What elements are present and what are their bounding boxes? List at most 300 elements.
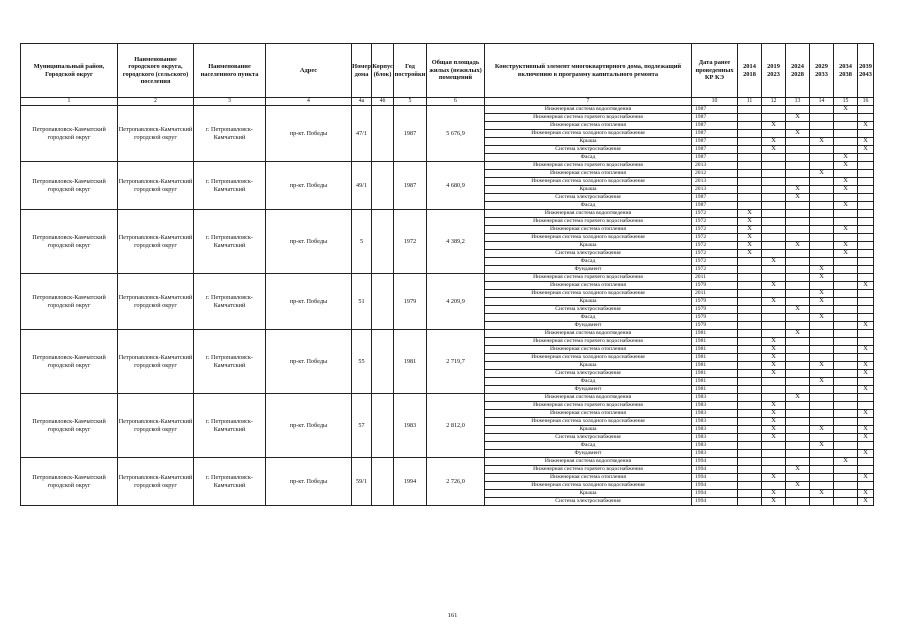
column-number-row [21, 98, 874, 106]
period-cell [786, 434, 810, 442]
column-number: 4 [266, 98, 352, 106]
district-cell: Петропавловск-Камчатский городской округ [21, 394, 118, 458]
period-cell [738, 490, 762, 498]
period-cell [738, 346, 762, 354]
period-cell [762, 274, 786, 282]
element-name-cell: Фасад [485, 258, 692, 266]
period-cell [834, 418, 858, 426]
period-cell [810, 130, 834, 138]
area-cell: 4 209,9 [427, 274, 485, 330]
repair-date-cell: 2011 [692, 274, 738, 282]
period-cell [786, 362, 810, 370]
period-cell [762, 330, 786, 338]
period-cell [834, 402, 858, 410]
element-name-cell: Фундамент [485, 386, 692, 394]
period-cell [834, 194, 858, 202]
repair-date-cell: 1987 [692, 154, 738, 162]
column-header: 2024 2028 [786, 44, 810, 98]
period-cell [858, 170, 874, 178]
period-cell [810, 466, 834, 474]
period-cell [762, 186, 786, 194]
address-cell: пр-кт. Победы [266, 394, 352, 458]
period-cell [738, 306, 762, 314]
repair-date-cell: 1983 [692, 394, 738, 402]
period-cell [858, 330, 874, 338]
period-cell [738, 402, 762, 410]
repair-date-cell: 1981 [692, 386, 738, 394]
period-cell [834, 410, 858, 418]
period-cell [834, 386, 858, 394]
period-cell [762, 482, 786, 490]
period-cell [738, 282, 762, 290]
block-cell [372, 106, 394, 162]
period-cell [858, 186, 874, 194]
period-cell: X [858, 322, 874, 330]
period-cell [738, 106, 762, 114]
repair-date-cell: 1994 [692, 458, 738, 466]
table-row [21, 330, 874, 338]
period-cell [810, 218, 834, 226]
period-cell [786, 122, 810, 130]
area-cell: 2 726,0 [427, 458, 485, 506]
period-cell: X [762, 258, 786, 266]
period-cell [738, 114, 762, 122]
period-cell [810, 434, 834, 442]
element-name-cell: Инженерная система холодного водоснабжения [485, 130, 692, 138]
period-cell [834, 354, 858, 362]
period-cell [858, 442, 874, 450]
period-cell [834, 466, 858, 474]
period-cell: X [858, 138, 874, 146]
period-cell [810, 482, 834, 490]
element-name-cell: Фундамент [485, 266, 692, 274]
period-cell [738, 330, 762, 338]
element-name-cell: Инженерная система горячего водоснабжения [485, 162, 692, 170]
period-cell [786, 450, 810, 458]
repair-date-cell: 1994 [692, 474, 738, 482]
period-cell [810, 306, 834, 314]
period-cell [810, 394, 834, 402]
element-name-cell: Инженерная система отопления [485, 346, 692, 354]
element-name-cell: Крыша [485, 242, 692, 250]
period-cell [834, 234, 858, 242]
column-header: Год постройки [394, 44, 427, 98]
period-cell [858, 298, 874, 306]
period-cell [738, 146, 762, 154]
element-name-cell: Система электроснабжения [485, 250, 692, 258]
period-cell [738, 362, 762, 370]
period-cell [738, 162, 762, 170]
settlement-cell: Петропавловск-Камчатский городской округ [118, 394, 194, 458]
period-cell: X [810, 314, 834, 322]
build-year-cell: 1983 [394, 394, 427, 458]
period-cell [810, 162, 834, 170]
period-cell: X [762, 498, 786, 506]
element-name-cell: Инженерная система водоотведения [485, 330, 692, 338]
repair-date-cell: 1979 [692, 282, 738, 290]
period-cell: X [786, 466, 810, 474]
period-cell [834, 210, 858, 218]
period-cell [786, 138, 810, 146]
repair-date-cell: 1972 [692, 258, 738, 266]
repair-date-cell: 1987 [692, 138, 738, 146]
period-cell: X [858, 386, 874, 394]
period-cell [834, 114, 858, 122]
repair-date-cell: 1983 [692, 418, 738, 426]
house-number-cell: 5 [352, 210, 372, 274]
period-cell [762, 314, 786, 322]
period-cell [786, 170, 810, 178]
column-number: 12 [762, 98, 786, 106]
repair-date-cell: 1994 [692, 490, 738, 498]
element-name-cell: Инженерная система холодного водоснабжения [485, 290, 692, 298]
period-cell [762, 218, 786, 226]
period-cell: X [810, 298, 834, 306]
period-cell [738, 378, 762, 386]
period-cell [786, 202, 810, 210]
period-cell [810, 114, 834, 122]
address-cell: пр-кт. Победы [266, 458, 352, 506]
period-cell: X [762, 338, 786, 346]
period-cell [834, 442, 858, 450]
element-name-cell: Инженерная система отопления [485, 410, 692, 418]
period-cell [858, 242, 874, 250]
period-cell: X [858, 362, 874, 370]
repair-date-cell: 1983 [692, 402, 738, 410]
period-cell [810, 370, 834, 378]
period-cell [786, 498, 810, 506]
element-name-cell: Крыша [485, 298, 692, 306]
repair-date-cell: 1981 [692, 346, 738, 354]
period-cell [786, 146, 810, 154]
column-header: Муниципальный район, Городской округ [21, 44, 118, 98]
repair-date-cell: 1983 [692, 450, 738, 458]
element-name-cell: Крыша [485, 362, 692, 370]
period-cell [858, 234, 874, 242]
period-cell: X [738, 226, 762, 234]
period-cell [786, 282, 810, 290]
period-cell: X [762, 490, 786, 498]
element-name-cell: Инженерная система горячего водоснабжения [485, 466, 692, 474]
element-name-cell: Инженерная система горячего водоснабжения [485, 338, 692, 346]
element-name-cell: Инженерная система водоотведения [485, 394, 692, 402]
period-cell [738, 370, 762, 378]
period-cell: X [858, 346, 874, 354]
period-cell [786, 426, 810, 434]
period-cell [810, 450, 834, 458]
period-cell [858, 218, 874, 226]
element-name-cell: Инженерная система отопления [485, 474, 692, 482]
element-name-cell: Инженерная система горячего водоснабжения [485, 402, 692, 410]
period-cell: X [834, 178, 858, 186]
repair-date-cell: 2011 [692, 290, 738, 298]
build-year-cell: 1994 [394, 458, 427, 506]
period-cell: X [762, 410, 786, 418]
period-cell [858, 482, 874, 490]
element-name-cell: Инженерная система отопления [485, 282, 692, 290]
build-year-cell: 1987 [394, 162, 427, 210]
element-name-cell: Система электроснабжения [485, 146, 692, 154]
period-cell [810, 338, 834, 346]
period-cell: X [762, 298, 786, 306]
column-header: 2029 2033 [810, 44, 834, 98]
capital-repair-table [20, 43, 874, 506]
period-cell [810, 418, 834, 426]
period-cell [738, 418, 762, 426]
period-cell [858, 418, 874, 426]
period-cell [858, 458, 874, 466]
period-cell [786, 322, 810, 330]
period-cell: X [786, 306, 810, 314]
area-cell: 5 676,9 [427, 106, 485, 162]
period-cell [858, 106, 874, 114]
column-number: 11 [738, 98, 762, 106]
period-cell: X [810, 426, 834, 434]
period-cell [858, 130, 874, 138]
period-cell [810, 258, 834, 266]
period-cell [858, 114, 874, 122]
repair-date-cell: 2013 [692, 186, 738, 194]
period-cell [738, 154, 762, 162]
period-cell: X [738, 242, 762, 250]
period-cell: X [810, 138, 834, 146]
column-number: 7 [485, 98, 692, 106]
period-cell: X [858, 410, 874, 418]
period-cell [810, 186, 834, 194]
element-name-cell: Фундамент [485, 450, 692, 458]
element-name-cell: Инженерная система отопления [485, 122, 692, 130]
period-cell [762, 242, 786, 250]
repair-date-cell: 1981 [692, 370, 738, 378]
period-cell: X [858, 146, 874, 154]
address-cell: пр-кт. Победы [266, 210, 352, 274]
period-cell: X [834, 154, 858, 162]
period-cell [810, 474, 834, 482]
period-cell: X [834, 250, 858, 258]
period-cell [762, 234, 786, 242]
element-name-cell: Инженерная система горячего водоснабжения [485, 274, 692, 282]
area-cell: 2 719,7 [427, 330, 485, 394]
period-cell [786, 250, 810, 258]
column-number: 6 [427, 98, 485, 106]
period-cell: X [834, 242, 858, 250]
period-cell [834, 378, 858, 386]
repair-date-cell: 1983 [692, 434, 738, 442]
repair-date-cell: 1981 [692, 362, 738, 370]
table-row [21, 458, 874, 466]
area-cell: 2 812,0 [427, 394, 485, 458]
period-cell: X [762, 146, 786, 154]
period-cell [762, 202, 786, 210]
locality-cell: г. Петропавловск-Камчатский [194, 210, 266, 274]
period-cell [786, 378, 810, 386]
element-name-cell: Инженерная система отопления [485, 226, 692, 234]
period-cell: X [762, 282, 786, 290]
period-cell [834, 434, 858, 442]
address-cell: пр-кт. Победы [266, 274, 352, 330]
period-cell [786, 410, 810, 418]
period-cell [858, 258, 874, 266]
period-cell [810, 498, 834, 506]
column-number: 2 [118, 98, 194, 106]
district-cell: Петропавловск-Камчатский городской округ [21, 458, 118, 506]
period-cell [786, 226, 810, 234]
period-cell [834, 482, 858, 490]
period-cell [834, 306, 858, 314]
period-cell [858, 154, 874, 162]
period-cell [834, 146, 858, 154]
element-name-cell: Фасад [485, 378, 692, 386]
period-cell: X [810, 490, 834, 498]
period-cell [786, 386, 810, 394]
period-cell [738, 498, 762, 506]
repair-date-cell: 1983 [692, 410, 738, 418]
settlement-cell: Петропавловск-Камчатский городской округ [118, 106, 194, 162]
period-cell: X [834, 202, 858, 210]
period-cell [786, 106, 810, 114]
period-cell [858, 290, 874, 298]
district-cell: Петропавловск-Камчатский городской округ [21, 162, 118, 210]
repair-date-cell: 1972 [692, 266, 738, 274]
period-cell [810, 250, 834, 258]
build-year-cell: 1972 [394, 210, 427, 274]
block-cell [372, 210, 394, 274]
period-cell [738, 386, 762, 394]
element-name-cell: Фасад [485, 202, 692, 210]
period-cell [762, 210, 786, 218]
address-cell: пр-кт. Победы [266, 330, 352, 394]
period-cell [738, 170, 762, 178]
element-name-cell: Система электроснабжения [485, 306, 692, 314]
period-cell [786, 354, 810, 362]
repair-date-cell: 1972 [692, 226, 738, 234]
period-cell [810, 322, 834, 330]
period-cell: X [858, 498, 874, 506]
repair-date-cell: 1972 [692, 250, 738, 258]
period-cell [738, 258, 762, 266]
period-cell [762, 442, 786, 450]
block-cell [372, 394, 394, 458]
period-cell [762, 154, 786, 162]
period-cell: X [762, 426, 786, 434]
period-cell: X [738, 250, 762, 258]
period-cell [738, 450, 762, 458]
period-cell: X [786, 242, 810, 250]
repair-date-cell: 1987 [692, 122, 738, 130]
period-cell [762, 306, 786, 314]
period-cell [762, 266, 786, 274]
period-cell: X [762, 138, 786, 146]
address-cell: пр-кт. Победы [266, 106, 352, 162]
element-name-cell: Система электроснабжения [485, 434, 692, 442]
period-cell: X [810, 290, 834, 298]
repair-date-cell: 1987 [692, 146, 738, 154]
period-cell: X [858, 450, 874, 458]
period-cell [786, 490, 810, 498]
locality-cell: г. Петропавловск-Камчатский [194, 394, 266, 458]
column-number: 4а [352, 98, 372, 106]
repair-date-cell: 1972 [692, 242, 738, 250]
column-number: 1 [21, 98, 118, 106]
house-number-cell: 49/1 [352, 162, 372, 210]
column-header: 2039 2043 [858, 44, 874, 98]
period-cell: X [786, 130, 810, 138]
repair-date-cell: 1987 [692, 106, 738, 114]
period-cell [834, 490, 858, 498]
repair-date-cell: 1994 [692, 498, 738, 506]
period-cell: X [858, 370, 874, 378]
period-cell [762, 378, 786, 386]
period-cell: X [858, 474, 874, 482]
period-cell: X [738, 218, 762, 226]
period-cell: X [762, 354, 786, 362]
period-cell [762, 394, 786, 402]
element-name-cell: Система электроснабжения [485, 498, 692, 506]
period-cell [786, 314, 810, 322]
period-cell [834, 274, 858, 282]
period-cell [786, 266, 810, 274]
house-number-cell: 55 [352, 330, 372, 394]
period-cell [738, 410, 762, 418]
period-cell [786, 418, 810, 426]
period-cell [834, 130, 858, 138]
period-cell [810, 122, 834, 130]
period-cell [738, 202, 762, 210]
column-header: Корпус (блок) [372, 44, 394, 98]
period-cell [738, 442, 762, 450]
repair-date-cell: 2013 [692, 162, 738, 170]
period-cell [786, 162, 810, 170]
period-cell [786, 338, 810, 346]
period-cell [738, 266, 762, 274]
period-cell: X [858, 434, 874, 442]
period-cell [786, 274, 810, 282]
period-cell [834, 322, 858, 330]
period-cell [810, 386, 834, 394]
period-cell [834, 338, 858, 346]
column-header: 2019 2023 [762, 44, 786, 98]
period-cell: X [762, 370, 786, 378]
period-cell [786, 458, 810, 466]
repair-date-cell: 1979 [692, 322, 738, 330]
period-cell [810, 202, 834, 210]
period-cell [834, 362, 858, 370]
period-cell [834, 290, 858, 298]
district-cell: Петропавловск-Камчатский городской округ [21, 106, 118, 162]
repair-date-cell: 1972 [692, 218, 738, 226]
period-cell [786, 178, 810, 186]
table-row [21, 162, 874, 170]
period-cell [786, 218, 810, 226]
column-number: 13 [786, 98, 810, 106]
period-cell [738, 122, 762, 130]
column-header: Наименование городского округа, городского (сельского) поселения [118, 44, 194, 98]
build-year-cell: 1987 [394, 106, 427, 162]
period-cell: X [834, 106, 858, 114]
period-cell [738, 426, 762, 434]
period-cell [858, 402, 874, 410]
period-cell: X [810, 274, 834, 282]
period-cell [858, 226, 874, 234]
period-cell: X [858, 490, 874, 498]
period-cell [738, 138, 762, 146]
period-cell [834, 394, 858, 402]
period-cell [834, 170, 858, 178]
period-cell [834, 138, 858, 146]
period-cell [810, 226, 834, 234]
repair-date-cell: 1981 [692, 354, 738, 362]
locality-cell: г. Петропавловск-Камчатский [194, 458, 266, 506]
